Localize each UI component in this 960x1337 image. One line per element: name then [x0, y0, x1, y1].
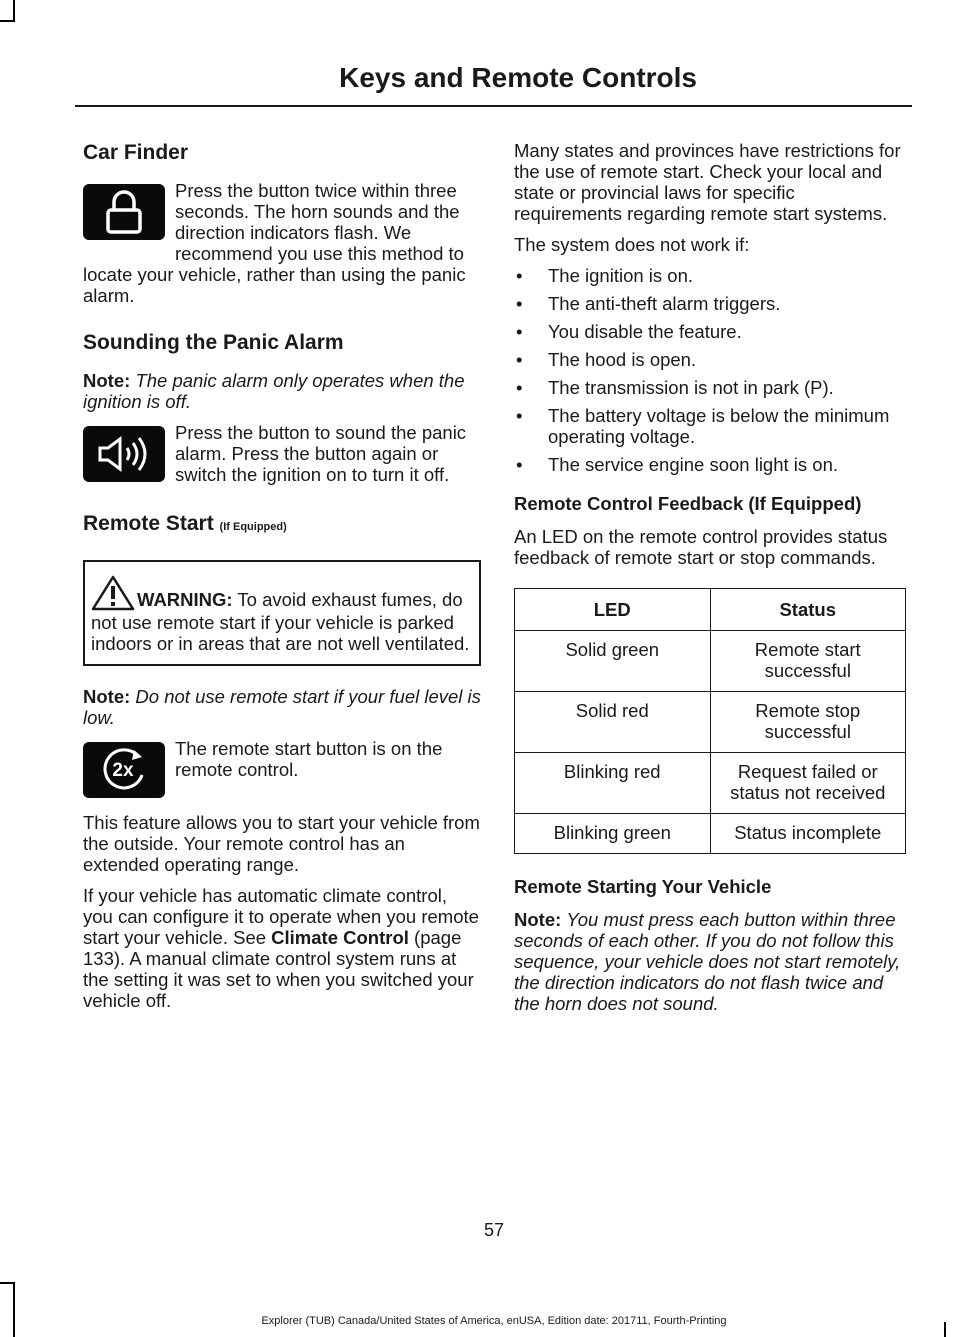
remote-start-button-section — [83, 738, 481, 780]
panic-alarm-heading: Sounding the Panic Alarm — [83, 331, 344, 354]
table-row: Blinking red Request failed or status not received — [515, 753, 906, 814]
conditions-intro: The system does not work if: — [514, 234, 750, 255]
list-item: • The ignition is on. — [514, 265, 906, 286]
list-item: • The anti-theft alarm triggers. — [514, 293, 906, 314]
page-title: Keys and Remote Controls — [339, 62, 697, 93]
right-column — [514, 140, 906, 1024]
crop-mark — [0, 1282, 15, 1284]
header-rule — [75, 105, 912, 107]
lock-icon — [83, 184, 165, 240]
panic-section — [83, 422, 481, 485]
list-item: • The battery voltage is below the minimum operating voltage. — [514, 405, 906, 447]
car-finder-heading: Car Finder — [83, 141, 189, 164]
warning-box — [83, 560, 481, 666]
table-row: Solid green Remote start successful — [515, 631, 906, 692]
remote-starting-heading: Remote Starting Your Vehicle — [514, 876, 772, 897]
remote-start-2x-icon — [83, 742, 165, 798]
feedback-text: An LED on the remote control provides status feedback of remote start or stop commands. — [514, 526, 888, 568]
list-item: • The service engine soon light is on. — [514, 454, 906, 475]
list-item: • The hood is open. — [514, 349, 906, 370]
table-row: Solid red Remote stop successful — [515, 692, 906, 753]
panic-text: Press the button to sound the panic alarm. Press the button again or switch the ignition on to turn it off. — [175, 422, 467, 485]
table-header-row — [515, 589, 906, 631]
led-status-table — [514, 588, 906, 854]
crop-mark — [13, 1282, 15, 1337]
conditions-list — [514, 265, 906, 475]
car-finder-section — [83, 180, 481, 306]
remote-start-para2: If your vehicle has automatic climate control, you can configure it to operate when you remote start your vehicle. See Climate Control (page 133). A manual climate control system runs at the setting it was set to when you switched your vehicle off. — [83, 885, 479, 1011]
page-number: 57 — [483, 1220, 505, 1240]
table-header-led: LED — [515, 589, 711, 631]
list-item: • The transmission is not in park (P). — [514, 377, 906, 398]
remote-start-para1: This feature allows you to start your vehicle from the outside. Your remote control has an extended operating range. — [83, 812, 480, 875]
climate-control-link[interactable]: Climate Control — [271, 927, 409, 948]
crop-mark — [0, 20, 15, 22]
remote-starting-note: Note: You must press each button within three seconds of each other. If you do not follow this sequence, your vehicle does not start remotely, the direction indicators do not flash twice and the horn does not sound. — [514, 909, 901, 1014]
left-column — [83, 140, 481, 1021]
remote-start-intro: Many states and provinces have restrictions for the use of remote start. Check your local and state or provincial laws for specific requirements regarding remote start systems. — [514, 140, 901, 224]
warning-label: WARNING: — [137, 589, 233, 610]
car-finder-text: Press the button twice within three seconds. The horn sounds and the direction indicators flash. We recommend you use this method to locate your vehicle, rather than using the panic alarm. — [83, 180, 466, 306]
panic-note: Note: The panic alarm only operates when the ignition is off. — [83, 370, 465, 412]
icon-2x-label: 2x — [112, 760, 134, 781]
feedback-heading: Remote Control Feedback (If Equipped) — [514, 493, 862, 514]
crop-mark — [13, 0, 15, 20]
remote-start-note: Note: Do not use remote start if your fuel level is low. — [83, 686, 481, 728]
list-item: • You disable the feature. — [514, 321, 906, 342]
table-header-status: Status — [710, 589, 906, 631]
remote-start-heading: Remote Start (If Equipped) — [83, 512, 287, 535]
edition-footer: Explorer (TUB) Canada/United States of America, enUSA, Edition date: 201711, Fourth-Printing — [261, 1315, 727, 1327]
horn-speaker-icon — [83, 426, 165, 482]
table-row: Blinking green Status incomplete — [515, 814, 906, 854]
warning-triangle-icon — [91, 574, 135, 612]
remote-start-button-text: The remote start button is on the remote control. — [175, 738, 443, 780]
warning-text: To avoid exhaust fumes, do not use remote start if your vehicle is parked indoors or in areas that are not well ventilated. — [91, 589, 470, 654]
